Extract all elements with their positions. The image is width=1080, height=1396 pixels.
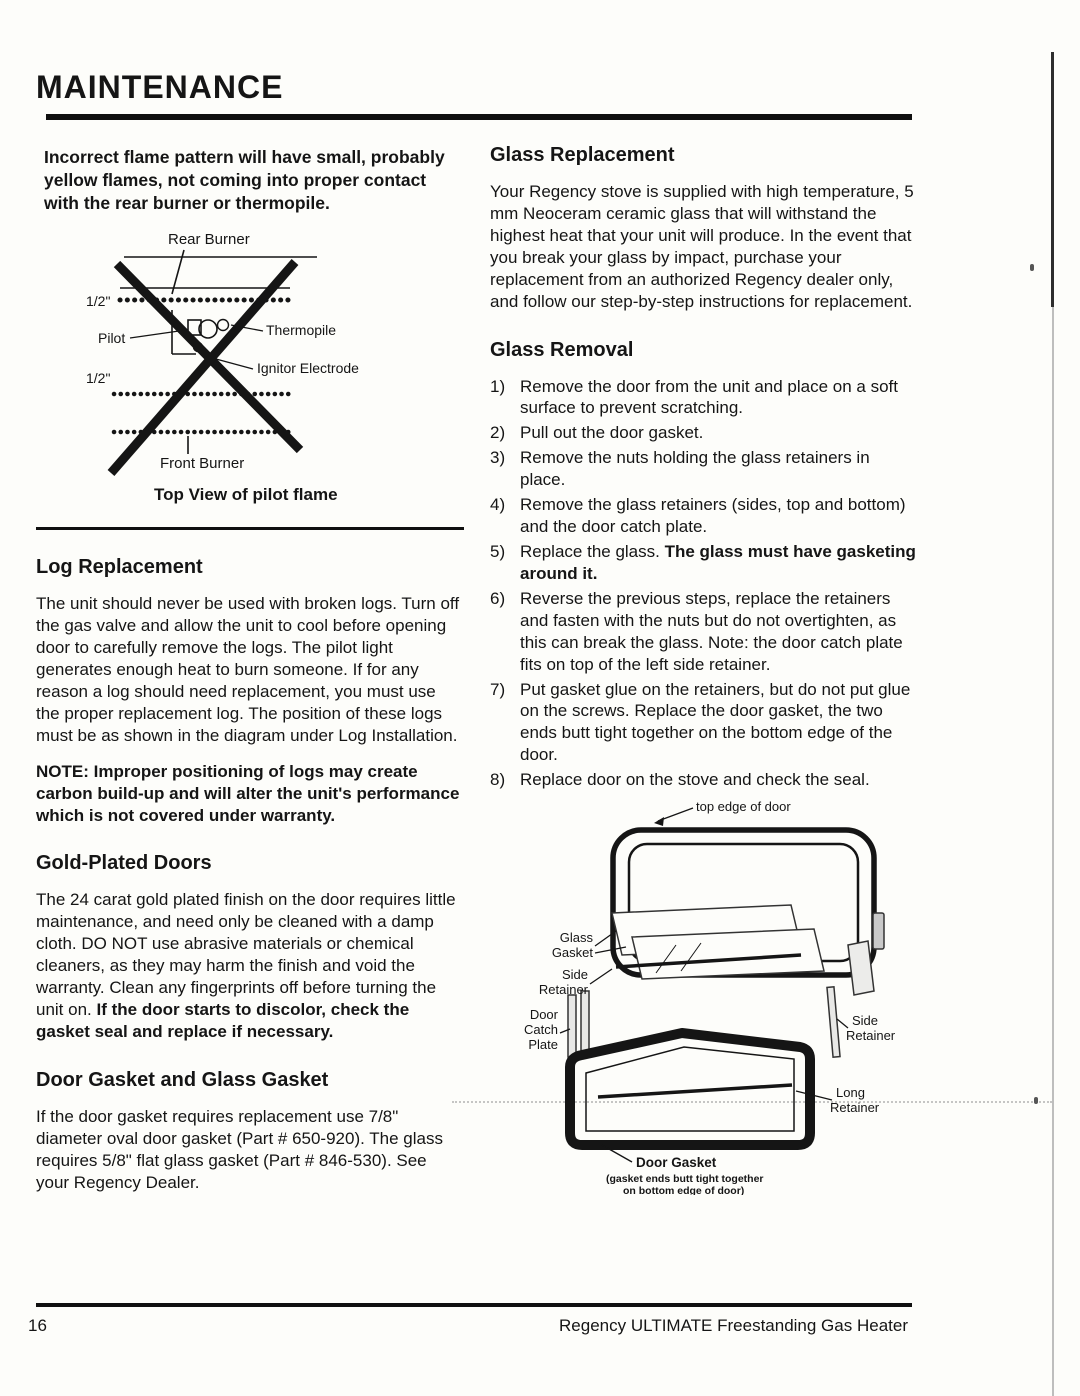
step-text: Put gasket glue on the retainers, but do not put glue on the screws. Replace the door gasket, the two ends butt tight together on the bottom edge of the door. xyxy=(520,679,911,765)
step-number: 5) xyxy=(490,541,506,561)
ignitor-electrode-label: Ignitor Electrode xyxy=(257,360,359,377)
step-number: 4) xyxy=(490,495,506,515)
pilot-figure-caption: Top View of pilot flame xyxy=(154,485,338,505)
glass-replacement-heading: Glass Replacement xyxy=(490,144,675,166)
glass-removal-step xyxy=(490,679,916,767)
step-text: Replace door on the stove and check the seal. xyxy=(520,770,870,790)
thermopile-callout xyxy=(231,322,336,338)
top-edge-of-door-label: top edge of door xyxy=(696,799,791,815)
page-number: 16 xyxy=(28,1316,47,1335)
thermopile-label: Thermopile xyxy=(266,322,337,339)
glass-removal-heading: Glass Removal xyxy=(490,338,634,361)
side-retainer-left-callout xyxy=(539,967,612,997)
side-retainer-left-label-line1: Side xyxy=(561,967,588,983)
glass-removal-step xyxy=(490,769,916,791)
step-text: Remove the door from the unit and place on a soft surface to prevent scratching. xyxy=(520,376,899,418)
door-catch-plate-label-line1: Door xyxy=(529,1007,558,1023)
log-replacement-note: NOTE: Improper positioning of logs may create carbon build-up and will alter the unit's performance which is not covered under warranty. xyxy=(36,761,460,825)
flame-pattern-warning: Incorrect flame pattern will have small, probably yellow flames, not coming into proper contact with the rear burner or thermopile. xyxy=(44,147,445,213)
side-retainer-right-label-line1: Side xyxy=(852,1013,879,1029)
door-gasket-callout xyxy=(602,1145,764,1195)
long-retainer-label-line1: Long xyxy=(836,1085,865,1101)
door-catch-plate-label-line2: Catch xyxy=(524,1022,558,1038)
left-column xyxy=(36,142,464,1208)
glass-removal-step xyxy=(490,541,916,585)
step-number: 6) xyxy=(490,588,506,608)
top-edge-callout xyxy=(654,799,791,826)
door-gasket-note-line1: (gasket ends butt tight together xyxy=(606,1173,764,1186)
half-inch-bottom-label: 1/2" xyxy=(86,370,111,387)
log-replacement-heading: Log Replacement xyxy=(36,556,203,579)
gold-plated-doors-body xyxy=(36,889,464,1042)
door-gasket-label: Door Gasket xyxy=(636,1155,717,1171)
door-catch-plate-label-line3: Plate xyxy=(528,1037,558,1053)
step-text-bold: The glass must have gasketing around it. xyxy=(520,541,916,583)
title-rule xyxy=(46,114,912,120)
glass-gasket-label-line1: Glass xyxy=(559,930,593,946)
pilot-flame-figure xyxy=(84,226,464,483)
side-retainer-right-label-line2: Retainer xyxy=(846,1028,896,1044)
glass-sheets-drawing xyxy=(612,905,874,995)
step-number: 2) xyxy=(490,423,506,443)
scan-artifact-line xyxy=(1051,52,1054,307)
glass-gasket-label-line2: Gasket xyxy=(551,945,593,961)
glass-replacement-body: Your Regency stove is supplied with high temperature, 5 mm Neoceram ceramic glass that will withstand the highest heat that your unit will produce. In the event that you break your glass by impact, purchase your replacement from an authorized Regency dealer only, and follow our step-by-step instructions for replacement. xyxy=(490,182,914,311)
scan-artifact-line xyxy=(1052,307,1054,1396)
door-gasket-note-line2: on bottom edge of door) xyxy=(623,1185,745,1196)
side-retainer-left-label-line2: Retainer xyxy=(538,982,588,998)
glass-removal-step xyxy=(490,376,916,420)
gold-plated-doors-heading: Gold-Plated Doors xyxy=(36,852,212,875)
long-retainer-label-line2: Retainer xyxy=(830,1100,880,1116)
footer-text: Regency ULTIMATE Freestanding Gas Heater xyxy=(559,1316,908,1335)
side-retainer-right-callout xyxy=(837,1013,896,1043)
ignitor-electrode-callout xyxy=(208,354,359,376)
door-gasket-heading: Door Gasket and Glass Gasket xyxy=(36,1068,329,1091)
glass-removal-step xyxy=(490,588,916,676)
step-number: 7) xyxy=(490,679,506,699)
step-text: Pull out the door gasket. xyxy=(520,423,704,443)
door-assembly-figure xyxy=(496,795,916,1200)
step-number: 1) xyxy=(490,376,506,396)
step-number: 8) xyxy=(490,770,506,790)
scan-artifact-speck xyxy=(1034,1097,1038,1104)
door-catch-plate-callout xyxy=(524,1007,570,1052)
step-number: 3) xyxy=(490,448,506,468)
page-title: MAINTENANCE xyxy=(36,69,284,106)
half-inch-top-label: 1/2" xyxy=(86,293,111,310)
step-text xyxy=(520,541,916,585)
right-column xyxy=(490,142,916,1200)
door-assembly-diagram xyxy=(496,795,926,1195)
bottom-door-gasket-drawing xyxy=(570,1033,810,1145)
section-rule xyxy=(36,527,464,530)
glass-removal-step xyxy=(490,447,916,491)
step-text-normal: Replace the glass. xyxy=(520,541,665,561)
gold-doors-bold-text: If the door starts to discolor, check the gasket seal and replace if necessary. xyxy=(36,1000,410,1041)
rear-burner-callout xyxy=(124,231,317,294)
front-burner-label: Front Burner xyxy=(160,455,245,473)
gold-doors-text: The 24 carat gold plated finish on the door requires little maintenance, and need only be cleaned with a damp cloth. DO NOT use abrasive materials or chemical cleaners, as they may harm the finish and void the warranty. Clean any fingerprints off before turning the unit on. xyxy=(36,890,456,1020)
pilot-flame-diagram xyxy=(84,226,424,478)
pilot-callout xyxy=(98,330,186,346)
door-gasket-body: If the door gasket requires replacement use 7/8" diameter oval door gasket (Part # 650-920). The glass requires 5/8" flat glass gasket (Part # 846-530). See your Regency Dealer. xyxy=(36,1106,443,1192)
footer-rule xyxy=(36,1303,912,1307)
glass-removal-step xyxy=(490,494,916,538)
scan-artifact-speck xyxy=(1030,264,1034,271)
step-text: Remove the glass retainers (sides, top and bottom) and the door catch plate. xyxy=(520,495,906,537)
step-text: Reverse the previous steps, replace the retainers and fasten with the nuts but do not overtighten, as this can break the glass. Note: the door catch plate fits on top of the left side retainer. xyxy=(520,588,903,674)
glass-removal-step xyxy=(490,422,916,444)
glass-removal-steps xyxy=(490,376,916,792)
log-replacement-body: The unit should never be used with broken logs. Turn off the gas valve and allow the unit to cool before opening door to carefully remove the logs. The pilot light generates enough heat to burn someone. If for any reason a log should need replacement, you must use the proper replacement log. The position of these logs must be as shown in the diagram under Log Installation. xyxy=(36,594,460,745)
rear-burner-label: Rear Burner xyxy=(168,231,250,249)
step-text: Remove the nuts holding the glass retainers in place. xyxy=(520,448,870,490)
pilot-label: Pilot xyxy=(98,330,126,347)
